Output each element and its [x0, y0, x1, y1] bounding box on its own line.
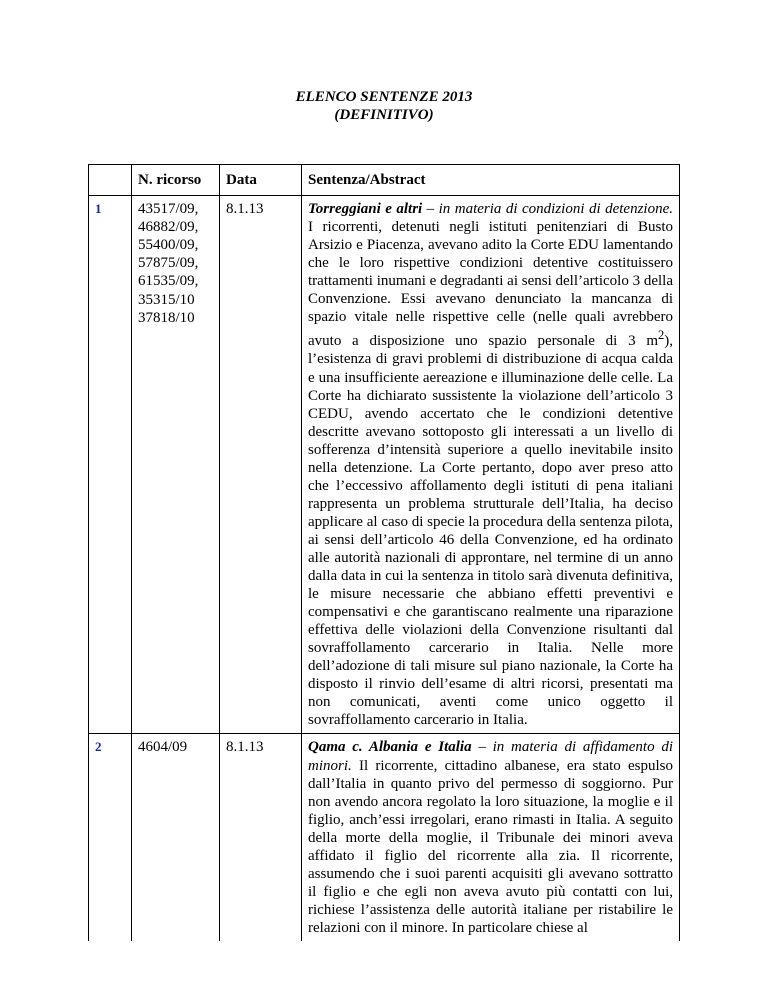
case-name: Qama c. Albania e Italia [308, 739, 472, 756]
abstract-text: I ricorrenti, detenuti negli istituti penitenziari di Busto Arsizio e Piacenza, avevano adito la Corte EDU lamentando che le loro rispettive condizioni detentive costituissero trattamenti inumani e degradanti ai sensi dell’articolo 3 della Convenzione. Essi avevano denunciato la mancanza di spazio vitale nelle rispettive celle (nelle quali avrebbero avuto a disposizione uno spazio personale di 3 m [308, 219, 673, 350]
header-ricorso: N. ricorso [132, 165, 220, 196]
row-number: 2 [89, 734, 132, 942]
sentence-date: 8.1.13 [220, 196, 302, 734]
sentence-abstract [302, 734, 680, 942]
ricorso-number: 43517/09, [138, 201, 199, 218]
ricorso-number: 37818/10 [138, 309, 195, 326]
document-subtitle: (DEFINITIVO) [334, 107, 434, 123]
case-subject: – in materia di condizioni di detenzione. [422, 201, 673, 218]
ricorso-number: 57875/09, [138, 255, 199, 272]
sentences-table [88, 164, 680, 941]
sentence-date: 8.1.13 [220, 734, 302, 942]
ricorso-number: 61535/09, [138, 273, 199, 290]
abstract-text: ), l’esistenza di gravi problemi di distribuzione di acqua calda e una insufficiente aereazione e illuminazione delle celle. La Corte ha dichiarato sussistente la violazione dell’articolo 3 CEDU, avendo accertato che le condizioni detentive descritte avevano sottoposto gli interessati a un livello di sofferenza d’intensità superiore a quello inevitabile insito nella detenzione. La Corte pertanto, dopo aver preso atto che l’eccessivo affollamento degli istituti di pena italiani rappresenta un problema strutturale dell’Italia, ha deciso applicare al caso di specie la procedura della sentenza pilota, ai sensi dell’articolo 46 della Convenzione, ed ha ordinato alle autorità nazionali di approntare, nel termine di un anno dalla data in cui la sentenza in titolo sarà divenuta definitiva, le misure necessarie che abbiano effetti preventivi e compensativi e che garantiscano realmente una riparazione effettiva delle violazioni della Convenzione risultanti dal sovraffollamento carcerario in Italia. Nelle more dell’adozione di tali misure sul piano nazionale, la Corte ha disposto il rinvio dell’esame di altri ricorsi, presentati ma non comunicati, aventi come unico oggetto il sovraffollamento carcerario in Italia. [308, 333, 673, 729]
table-row [89, 196, 680, 734]
abstract-text: Il ricorrente, cittadino albanese, era stato espulso dall’Italia in quanto privo del permesso di soggiorno. Pur non avendo ancora regolato la loro situazione, la moglie e il figlio, anch’essi irregolari, erano rimasti in Italia. A seguito della morte della moglie, il Tribunale dei minori aveva affidato il figlio del ricorrente alla zia. Il ricorrente, assumendo che i suoi parenti acquisiti gli avevano sottratto il figlio e che egli non aveva avuto più contatti con lui, richiese l’assistenza delle autorità italiane per ristabilire le relazioni con il minore. In particolare chiese al [308, 757, 673, 937]
ricorso-number: 55400/09, [138, 237, 199, 254]
header-data: Data [220, 165, 302, 196]
ricorso-number: 4604/09 [138, 739, 188, 756]
sentence-abstract [302, 196, 680, 734]
table-row [89, 734, 680, 942]
header-num [89, 165, 132, 196]
case-subject: – in materia di affidamento di minori. [308, 739, 674, 774]
header-sentenza: Sentenza/Abstract [302, 165, 680, 196]
document-title: ELENCO SENTENZE 2013 [295, 89, 473, 105]
row-number: 1 [89, 196, 132, 734]
case-name: Torreggiani e altri [308, 201, 423, 218]
table-header-row [89, 165, 680, 196]
ricorso-numbers [132, 196, 220, 734]
ricorso-numbers [132, 734, 220, 942]
ricorso-number: 35315/10 [138, 291, 195, 308]
ricorso-number: 46882/09, [138, 219, 199, 236]
superscript: 2 [658, 328, 665, 343]
